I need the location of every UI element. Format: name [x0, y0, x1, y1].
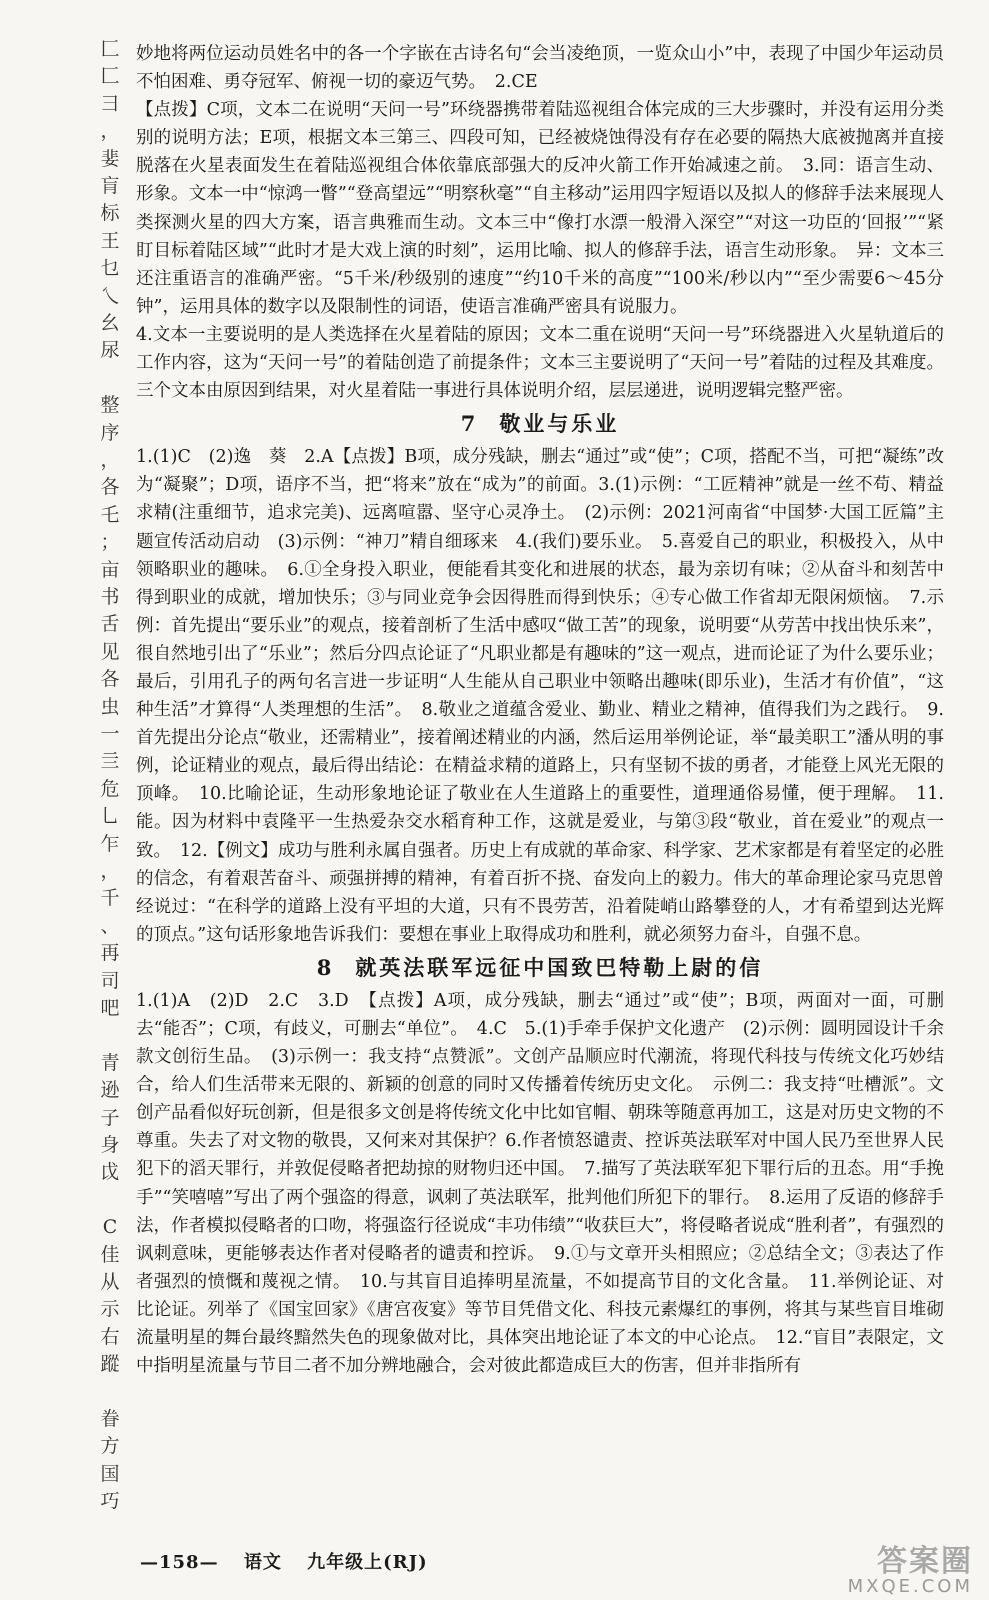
margin-glyph: 示: [100, 1298, 120, 1321]
margin-glyph: 婓: [100, 147, 120, 170]
watermark-logo: [783, 1536, 973, 1597]
margin-glyph: 子: [100, 1106, 120, 1129]
margin-glyph: 书: [100, 586, 120, 608]
answer-page: [136, 40, 944, 1380]
margin-glyph: 整: [100, 394, 120, 417]
margin-glyph: 国: [100, 1462, 120, 1485]
margin-glyph: 危: [100, 777, 120, 800]
margin-glyph: 乜: [100, 257, 120, 280]
margin-glyph: 逊: [100, 1079, 120, 1102]
margin-glyph: 见: [100, 640, 120, 663]
margin-glyph: 右: [100, 1325, 120, 1348]
page-number: —158—: [140, 1552, 219, 1573]
margin-glyph: 虫: [100, 695, 120, 718]
paragraph: 【点拨】C项，文本二在说明“天问一号”环绕器携带着陆巡视组合体完成的三大步骤时，并没有运用分类别的说明方法；E项，根据文本三第三、四段可知，已经被烧蚀得没有存在必要的隔热大底被抛离并直接脱落在火星表面发生在着陆巡视组合体依靠底部强大的反冲火箭工作开始减速之前。 3.同：语言生动、形象。文本一中“惊鸿一瞥”“登高望远”“明察秋毫”“自主移动”运用四字短语以及拟人的修辞手法来展现人类探测火星的四大方案，语言典雅而生动。文本三中“像打水漂一般滑入深空”“对这一功臣的‘回报’”“紧盯目标着陆区域”“此时才是大戏上演的时刻”，运用比喻、拟人的修辞手法，语言生动形象。 异：文本三还注重语言的准确严密。“5千米/秒级别的速度”“约10千米的高度”“100米/秒以内”“至少需要6～45分钟”，运用具体的数字以及限制性的词语，使语言准确严密具有说服力。: [136, 100, 944, 317]
subject-label: 语文: [243, 1552, 282, 1573]
margin-glyph: 亩: [100, 558, 120, 581]
margin-glyph: 眷: [100, 1408, 120, 1430]
paragraph: 4.文本一主要说明的是人类选择在火星着陆的原因；文本二重在说明“天问一号”环绕器进入火星轨道后的工作内容，这为“天问一号”的着陆创造了前提条件；文本三主要说明了“天问一号”着陆的过程及其难度。三个文本由原因到结果，对火星着陆一事进行具体说明介绍，层层递进，说明逻辑完整严密。: [136, 324, 944, 402]
section-number: 7: [460, 411, 476, 437]
margin-glyph: 千: [100, 887, 120, 910]
margin-glyph: 标: [100, 202, 120, 225]
margin-glyph: 从: [100, 1271, 120, 1293]
margin-glyph: 序: [100, 421, 120, 444]
margin-glyph: 巧: [100, 1490, 120, 1513]
page-footer: [140, 1548, 446, 1574]
margin-glyph: 舌: [100, 613, 120, 636]
margin-glyph: 匚: [100, 65, 120, 88]
margin-glyph: 再: [100, 942, 120, 965]
margin-glyph: 各: [100, 476, 120, 499]
grade-label: 九年级上(RJ): [307, 1552, 428, 1573]
watermark-site: MXQE.COM: [847, 1576, 973, 1597]
margin-glyph: 蹤: [100, 1353, 120, 1376]
paragraph: 妙地将两位运动员姓名中的各一个字嵌在古诗名句“会当凌绝顶，一览众山小”中，表现了中国少年运动员不怕困难、勇夺冠军、俯视一切的豪迈气势。 2.CE: [136, 44, 944, 93]
margin-glyph: 吧: [100, 997, 120, 1019]
margin-glyph: 一: [100, 723, 120, 745]
section-body: 1.(1)C (2)逸 葵 2.A【点拨】B项，成分残缺，删去“通过”或“使”；C项，搭配不当，可把“凝练”改为“凝聚”；D项，语序不当，把“将来”放在“成为”的前面。3.(1)示例：“工匠精神”就是一丝不苟、精益求精(注重细节，追求完美)、远离喧嚣、坚守心灵净土。 (2)示例：2021河南省“中国梦·大国工匠篇”主题宣传活动启动 (3)示例：“神刀”精自细琢来 4.(我们)要乐业。 5.喜爱自己的职业，积极投入，从中领略职业的趣味。 6.①全身投入职业，便能看其变化和进展的状态，最为亲切有味；②从奋斗和刻苦中得到职业的成就，增加快乐；③与同业竞争会因得胜而得到快乐；④专心做工作省却无限闲烦恼。 7.示例：首先提出“要乐业”的观点，接着剖析了生活中感叹“做工苦”的现象，说明要“从劳苦中找出快乐来”，很自然地引出了“乐业”；然后分四点论证了“凡职业都是有趣味的”这一观点，进而论证了为什么要乐业；最后，引用孔子的两句名言进一步证明“人生能从自己职业中领略出趣味(即乐业)，生活才有价值”，“这种生活”才算得“人类理想的生活”。 8.敬业之道蕴含爱业、勤业、精业之精神，值得我们为之践行。 9.首先提出分论点“敬业，还需精业”，接着阐述精业的内涵，然后运用举例论证，举“最美职工”潘从明的事例，论证精业的观点，最后得出结论：在精益求精的道路上，只有坚韧不拔的勇者，才能登上风光无限的顶峰。 10.比喻论证，生动形象地论证了敬业在人生道路上的重要性，道理通俗易懂，便于理解。 11.能。因为材料中袁隆平一生热爱杂交水稻育种工作，这就是爱业，与第③段“敬业，首在爱业”的观点一致。 12.【例文】成功与胜利永属自强者。历史上有成就的革命家、科学家、艺术家都是有着坚定的必胜的信念，有着艰苦奋斗、顽强拼搏的精神，有着百折不挠、奋发向上的毅力。伟大的革命理论家马克思曾经说过：“在科学的道路上没有平坦的大道，只有不畏劳苦，沿着陡峭山路攀登的人，才有希望到达光辉的顶点。”这句话形象地告诉我们：要想在事业上取得成功和胜利，就必须努力奋斗，自强不息。: [136, 447, 944, 945]
watermark-text: 答案圈: [877, 1544, 973, 1579]
margin-glyph: 青: [100, 1051, 120, 1074]
margin-glyph: 方: [100, 1435, 120, 1458]
section-heading-7: [136, 407, 944, 441]
margin-glyph: 肓: [100, 175, 120, 197]
margin-glyph: 乚: [100, 805, 120, 828]
section-title: 就英法联军远征中国致巴特勒上尉的信: [355, 954, 764, 980]
section-title: 敬业与乐业: [499, 411, 620, 437]
margin-glyph: ，: [100, 860, 120, 882]
margin-glyph: 、: [100, 914, 120, 937]
margin-glyph: 乍: [100, 832, 120, 855]
margin-glyph: 幺: [100, 312, 120, 334]
section-number: 8: [316, 954, 332, 980]
margin-glyph: 亖: [100, 750, 120, 773]
margin-glyph: 尿: [100, 339, 120, 362]
section-body: 1.(1)A (2)D 2.C 3.D 【点拨】A项，成分残缺，删去“通过”或“使”；B项，两面对一面，可删去“能否”；C项，有歧义，可删去“单位”。 4.C 5.(1)手牵手保护文化遗产 (2)示例：圆明园设计千余款文创衍生品。 (3)示例一：我支持“点赞派”。文创产品顺应时代潮流，将现代科技与传统文化巧妙结合，给人们生活带来无限的、新颖的创意的同时又传播着传统历史文化。 示例二：我支持“吐槽派”。文创产品看似好玩创新，但是很多文创是将传统文化中比如官帽、朝珠等随意再加工，这是对历史文物的不尊重。失去了对文物的敬畏，又何来对其保护？6.作者愤怒谴责、控诉英法联军对中国人民乃至世界人民犯下的滔天罪行，并敦促侵略者把劫掠的财物归还中国。 7.描写了英法联军犯下罪行后的丑态。用“手挽手”“笑嘻嘻”写出了两个强盗的得意，讽刺了英法联军，批判他们所犯下的罪行。 8.运用了反语的修辞手法，作者模拟侵略者的口吻，将强盗行径说成“丰功伟绩”“收获巨大”，将侵略者说成“胜利者”，有强烈的讽刺意味，更能够表达作者对侵略者的谴责和控诉。 9.①与文章开头相照应；②总结全文；③表达了作者强烈的愤慨和蔑视之情。 10.与其盲目追捧明星流量，不如提高节目的文化含量。 11.举例论证、对比论证。列举了《国宝回家》《唐宫夜宴》等节目凭借文化、科技元素爆红的事例，将其与某些盲目堆砌流量明星的舞台最终黯然失色的现象做对比，具体突出地论证了本文的中心论点。 12.“盲目”表限定，文中指明星流量与节目二者不加分辨地融合，会对彼此都造成巨大的伤害，但并非指所有: [136, 990, 944, 1377]
margin-glyph: 身: [100, 1134, 120, 1156]
margin-glyph: 王: [100, 229, 120, 252]
margin-glyph: 各: [100, 668, 120, 691]
margin-bleed-through: [96, 36, 124, 1526]
section-heading-8: [136, 951, 944, 985]
margin-glyph: 彐: [100, 92, 120, 115]
margin-glyph: 戉: [100, 1161, 120, 1184]
margin-glyph: ，: [100, 120, 120, 143]
margin-glyph: 乇: [100, 503, 120, 526]
margin-glyph: 司: [100, 969, 120, 992]
margin-glyph: 佳: [100, 1243, 120, 1266]
margin-glyph: 匚: [100, 38, 120, 60]
margin-glyph: C: [102, 1216, 118, 1239]
margin-glyph: ；: [100, 531, 120, 554]
margin-glyph: 乀: [100, 284, 120, 307]
margin-glyph: ，: [100, 449, 120, 471]
